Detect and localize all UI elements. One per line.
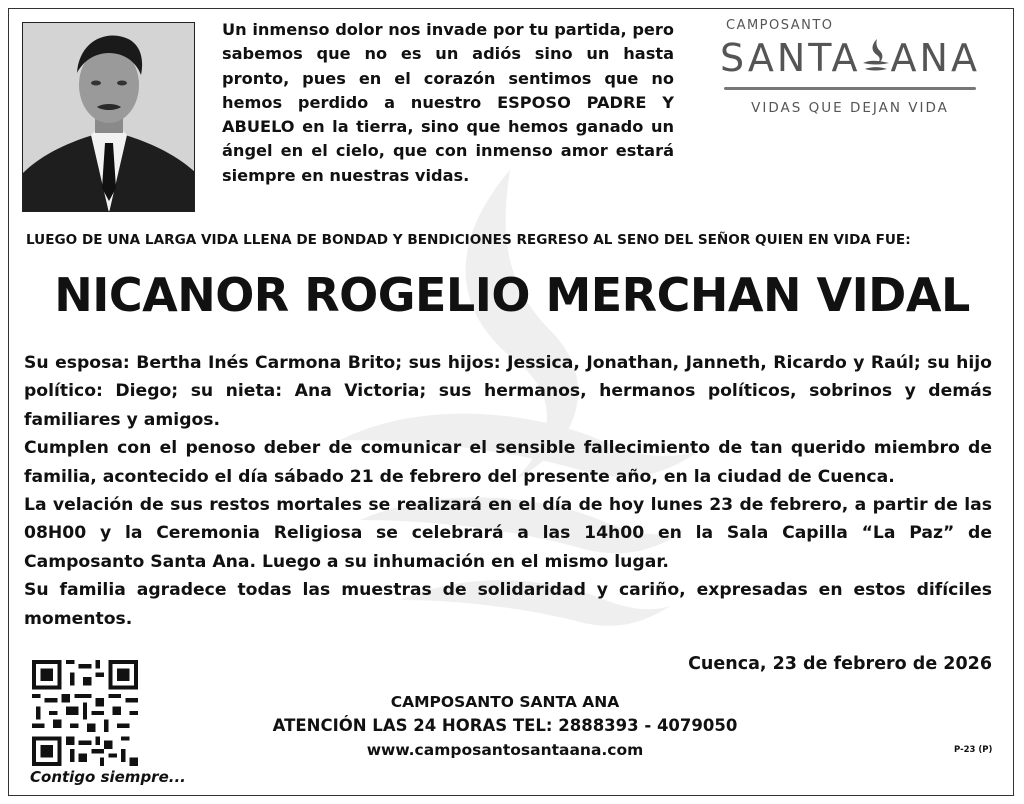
brand-tagline: VIDAS QUE DEJAN VIDA (751, 100, 949, 116)
footer-phone: ATENCIÓN LAS 24 HORAS TEL: 2888393 - 4079050 (272, 716, 738, 735)
ceremony-paragraph: La velación de sus restos mortales se realizará en el día de hoy lunes 23 de febrero, a partir de las 08H00 y la Ceremonia Religiosa se celebrará a las 14h00 en la Sala Capilla “La Paz” de Camposanto Santa Ana. Luego a su inhumación en el mismo lugar. (24, 495, 992, 572)
condolence-intro: Un inmenso dolor nos invade por tu partida, pero sabemos que no es un adiós sino un hasta pronto, pues en el corazón sentimos que no hemos perdido a nuestro ESPOSO PADRE Y ABUELO en la tierra, sino que hemos ganado un ángel en el cielo, que con inmenso amor estará siempre en nuestras vidas. (222, 20, 674, 185)
gratitude-paragraph: Su familia agradece todas las muestras de solidaridad y cariño, expresadas en estos difíciles momentos. (24, 580, 992, 629)
camposanto-logo (714, 18, 986, 116)
reference-code: P-23 (P) (954, 745, 993, 755)
flame-icon (861, 37, 891, 75)
footer-contact (230, 690, 780, 762)
brand-name-left: SANTA (720, 36, 861, 80)
brand-name-right: ANA (890, 36, 980, 80)
qr-code[interactable] (32, 660, 138, 766)
footer-company: CAMPOSANTO SANTA ANA (390, 693, 620, 711)
deceased-portrait (22, 22, 195, 212)
brand-name (714, 35, 986, 81)
lead-line: LUEGO DE UNA LARGA VIDA LLENA DE BONDAD Y BENDICIONES REGRESO AL SENO DEL SEÑOR QUIEN EN VIDA FUE: (26, 232, 911, 248)
slogan: Contigo siempre... (30, 768, 186, 786)
announcement-paragraph: Cumplen con el penoso deber de comunicar el sensible fallecimiento de tan querido miembro de familia, acontecido el día sábado 21 de febrero del presente año, en la ciudad de Cuenca. (24, 438, 992, 487)
place-date: Cuenca, 23 de febrero de 2026 (688, 654, 992, 674)
footer-website[interactable]: www.camposantosantaana.com (366, 741, 644, 759)
notice-body (24, 349, 992, 633)
brand-top-word: CAMPOSANTO (726, 18, 834, 33)
brand-divider (724, 87, 976, 90)
family-paragraph: Su esposa: Bertha Inés Carmona Brito; sus hijos: Jessica, Jonathan, Janneth, Ricardo y Raúl; su hijo político: Diego; su nieta: Ana Victoria; sus hermanos, hermanos políticos, sobrinos y demás familiares y amigos. (24, 353, 992, 430)
deceased-name: NICANOR ROGELIO MERCHAN VIDAL (54, 268, 970, 322)
